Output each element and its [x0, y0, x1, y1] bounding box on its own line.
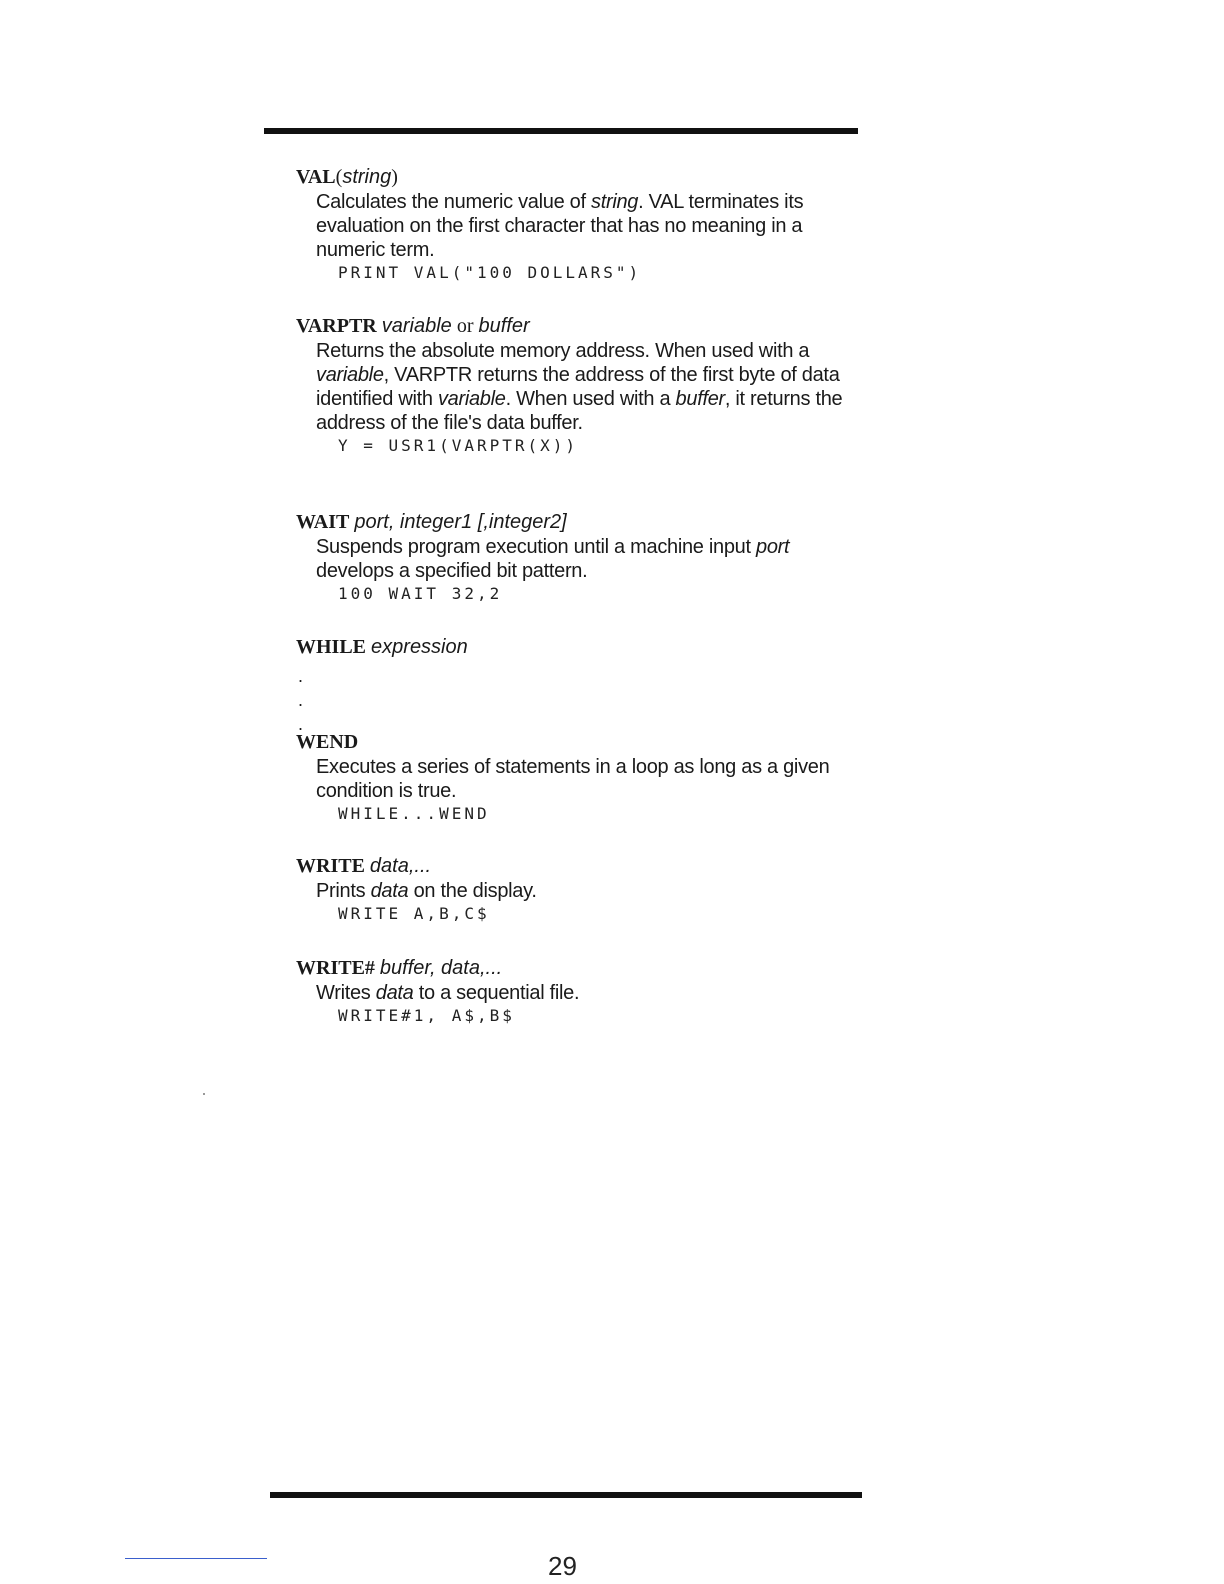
entry-description: Calculates the numeric value of string. VAL terminates its evaluation on the first character that has no meaning in a numeric term. — [316, 191, 804, 261]
entry-write — [296, 853, 856, 925]
entry-description: Executes a series of statements in a loop as long as a given condition is true. — [316, 756, 830, 802]
entry-write-file — [296, 955, 856, 1027]
entry-keyword: WAIT — [296, 511, 350, 533]
entry-args: string — [342, 166, 392, 188]
entry-args: variable — [381, 315, 452, 337]
entry-example: PRINT VAL("100 DOLLARS") — [338, 263, 642, 282]
entry-example: Y = USR1(VARPTR(X)) — [338, 436, 579, 455]
top-rule — [264, 128, 858, 134]
entry-example: WRITE A,B,C$ — [338, 904, 490, 923]
footnote-line — [125, 1558, 267, 1559]
entry-description: Returns the absolute memory address. When used with a variable, VARPTR returns the address of the first byte of data identified with variable. When used with a buffer, it returns the address of the file's data buffer. — [316, 340, 843, 434]
entry-wend — [296, 729, 856, 825]
bottom-rule — [270, 1492, 862, 1498]
continuation-dots: . . . — [298, 666, 304, 734]
entry-description: Prints data on the display. — [316, 880, 537, 902]
entry-args: buffer — [478, 315, 530, 337]
entry-keyword: VARPTR — [296, 315, 377, 337]
entry-example: 100 WAIT 32,2 — [338, 584, 503, 603]
entry-keyword: VAL — [296, 166, 336, 188]
entry-keyword: WHILE — [296, 636, 367, 658]
entry-varptr — [296, 313, 856, 457]
entry-heading: VAL(string) — [296, 166, 398, 188]
page-number: 29 — [548, 1551, 577, 1581]
entry-description: Suspends program execution until a machine input port develops a specified bit pattern. — [316, 536, 790, 582]
entry-description: Writes data to a sequential file. — [316, 982, 580, 1004]
entry-heading — [296, 729, 856, 755]
entry-example: WHILE...WEND — [338, 804, 490, 823]
entry-heading: VARPTR variable or buffer — [296, 315, 530, 337]
entry-heading — [296, 853, 856, 879]
entry-keyword: WEND — [296, 731, 359, 753]
entry-keyword: WRITE — [296, 855, 365, 877]
entry-keyword: WRITE# — [296, 957, 375, 979]
entry-args: port, integer1 [,integer2] — [354, 511, 567, 533]
entry-while — [296, 634, 856, 736]
scan-speck — [203, 1093, 205, 1095]
entry-args: expression — [371, 636, 468, 658]
entry-example: WRITE#1, A$,B$ — [338, 1006, 515, 1025]
entry-heading — [296, 634, 856, 660]
entry-args: data,... — [369, 855, 432, 877]
entry-args: buffer, data,... — [379, 957, 503, 979]
entry-heading — [296, 955, 856, 981]
entry-wait — [296, 509, 856, 605]
entry-val — [296, 164, 856, 284]
entry-heading — [296, 509, 856, 535]
